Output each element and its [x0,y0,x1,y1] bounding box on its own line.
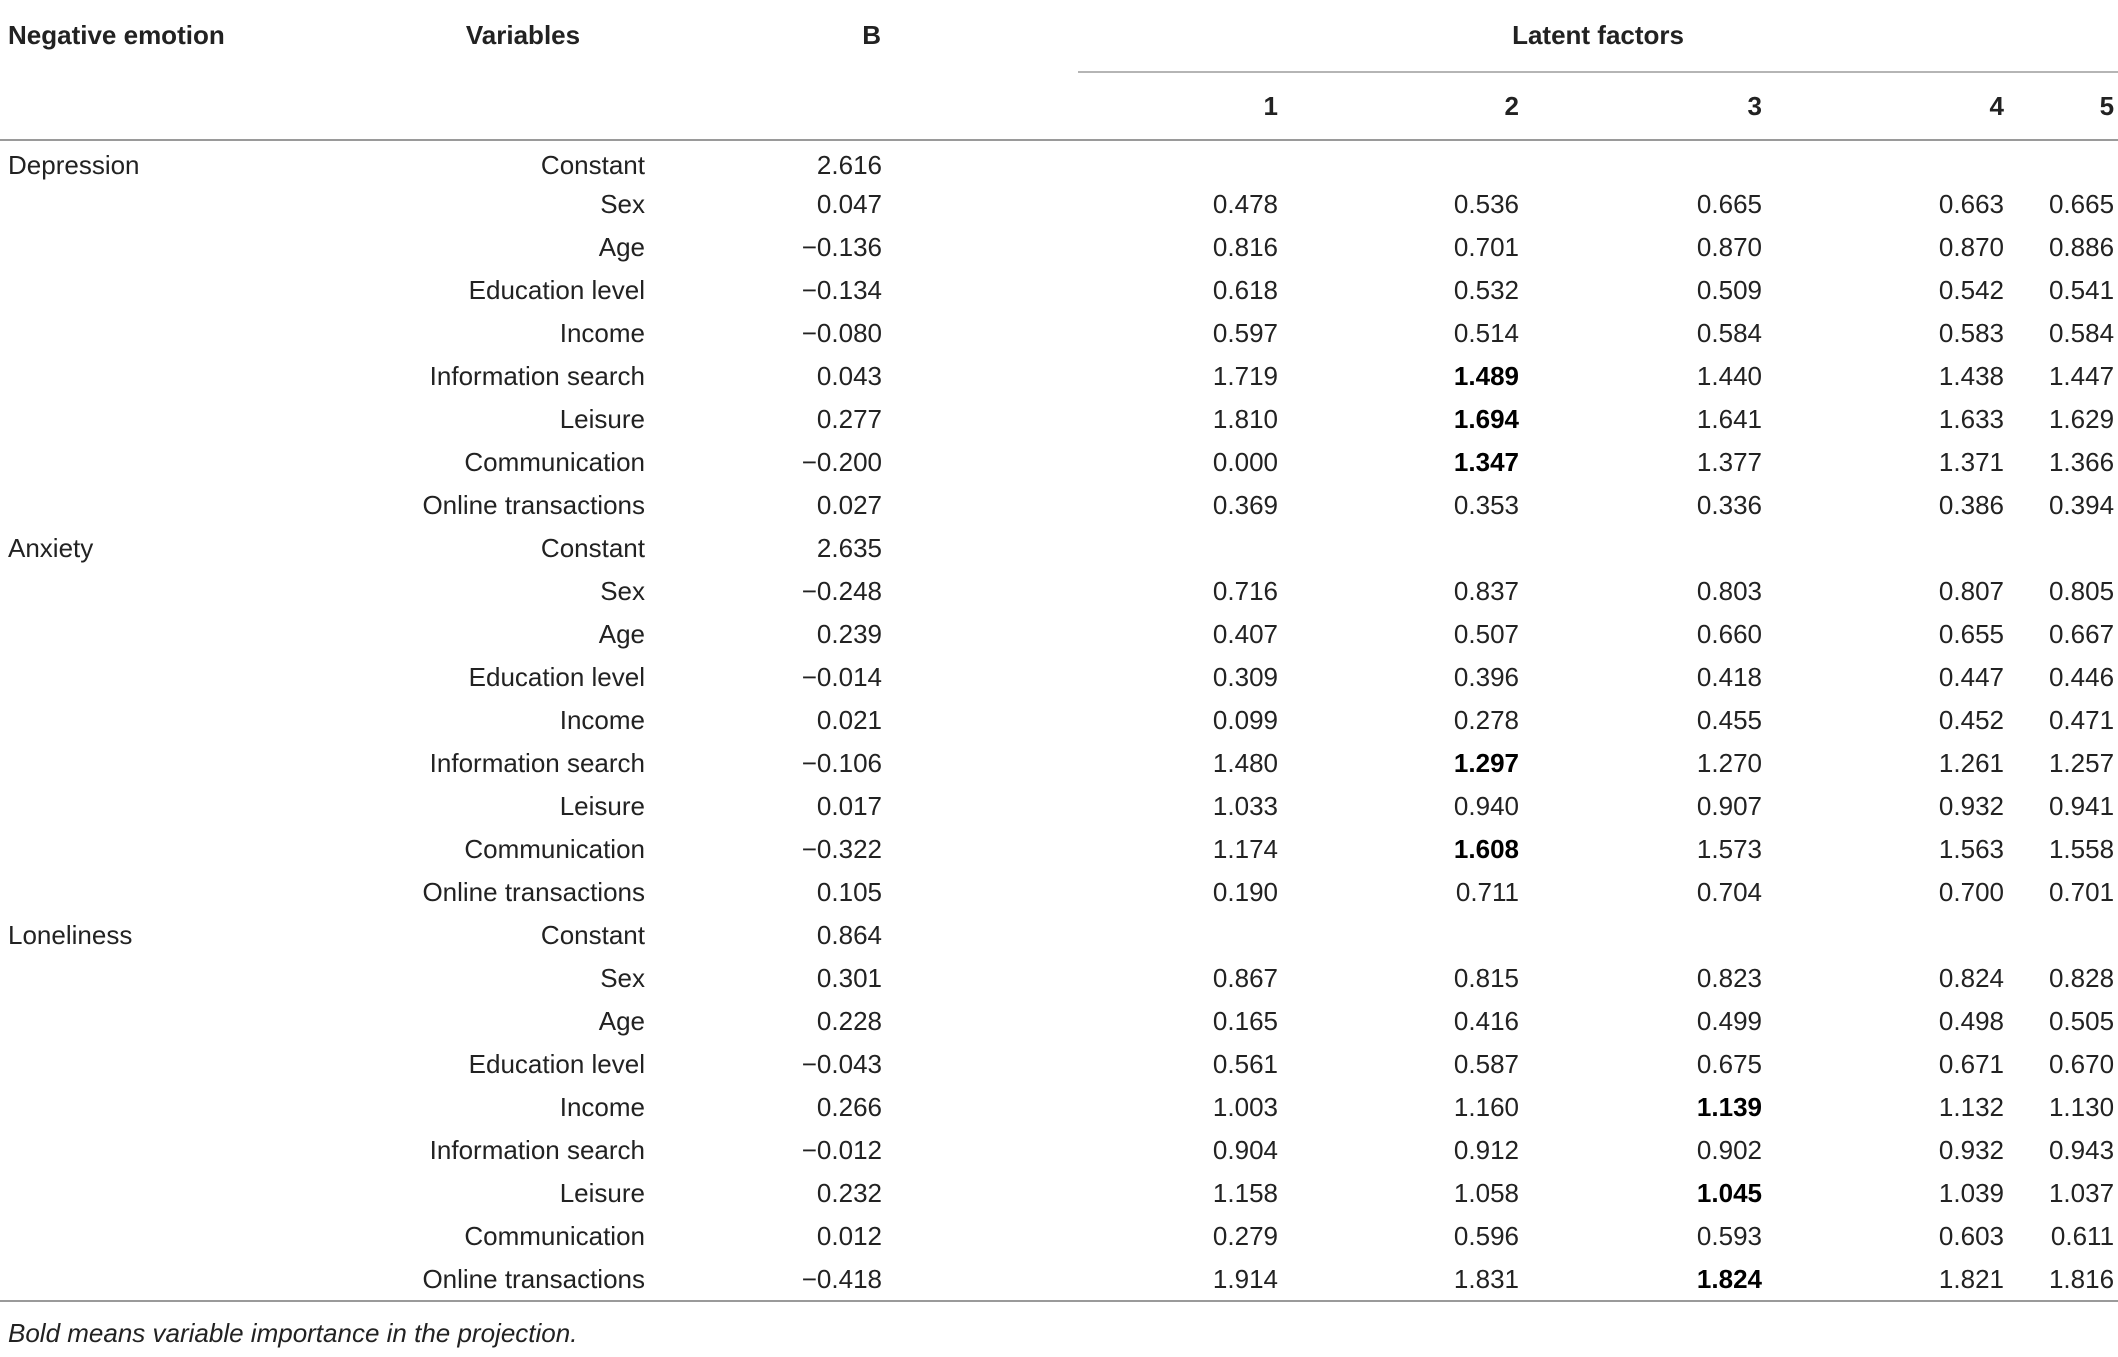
factor-3-cell: 0.902 [1696,1135,1762,1165]
factor-2-cell: 0.587 [1453,1049,1519,1079]
factor-4-cell: 1.438 [1938,361,2004,391]
factor-3-cell: 0.823 [1696,963,1762,993]
factor-2-cell: 1.694 [1453,404,1519,434]
b-value-cell: 0.277 [816,404,882,434]
factor-1-cell: 0.561 [1212,1049,1278,1079]
table-row [0,140,2118,183]
factor-5-cell: 0.505 [2048,1006,2115,1036]
b-value-cell: −0.248 [801,576,882,606]
factor-5-cell: 1.257 [2048,748,2115,778]
factor-2-cell: 1.608 [1453,834,1519,864]
factor-2-cell: 0.353 [1453,490,1519,520]
emotion-label: Loneliness [8,920,133,950]
header-factor-2: 2 [1282,72,1523,140]
factor-1-cell: 1.810 [1212,404,1278,434]
factor-3-cell: 0.870 [1696,232,1762,262]
factor-3-cell [1523,914,1766,957]
b-value-cell: 0.239 [816,619,882,649]
factor-3-cell: 0.660 [1696,619,1762,649]
variable-cell: Sex [600,189,645,219]
factor-4-cell: 1.039 [1938,1178,2004,1208]
b-value-cell: −0.014 [801,662,882,692]
empty-cell [0,312,330,355]
factor-4-cell: 0.603 [1938,1221,2004,1251]
empty-cell [0,1129,330,1172]
factor-2-cell: 1.160 [1453,1092,1519,1122]
factor-5-cell: 0.611 [2050,1221,2115,1251]
table-body [0,140,2118,1301]
b-value-cell: −0.418 [716,1258,1078,1301]
empty-cell [0,957,330,1000]
factor-4-cell: 0.452 [1938,705,2004,735]
factor-2-cell: 0.912 [1453,1135,1519,1165]
factor-3-cell: 0.907 [1696,791,1762,821]
empty-cell [0,1000,330,1043]
b-value-cell: 0.027 [816,490,882,520]
table-row [0,183,2118,226]
empty-cell [0,441,330,484]
factor-1-cell: 0.165 [1212,1006,1278,1036]
factor-5-cell: 0.805 [2048,576,2115,606]
factor-4-cell: 0.807 [1938,576,2004,606]
factor-5-cell: 0.943 [2048,1135,2115,1165]
factor-3-cell: 1.139 [1696,1092,1762,1122]
factor-4-cell: 0.663 [1938,189,2004,219]
factor-1-cell: 1.033 [1212,791,1278,821]
empty-cell [0,699,330,742]
b-value-cell: 0.266 [816,1092,882,1122]
b-value-cell: −0.136 [801,232,882,262]
emotion-label: Depression [8,149,140,180]
table-footnote: Bold means variable importance in the projection. [8,1318,578,1348]
factor-5-cell: 0.665 [2048,189,2115,219]
header-factor-1: 1 [1078,72,1282,140]
b-value-cell: 2.635 [816,533,882,563]
factor-3-cell [1523,527,1766,570]
factor-1-cell: 0.099 [1212,705,1278,735]
empty-cell [0,226,330,269]
table-row [0,871,2118,914]
variable-cell: Communication [464,447,645,477]
factor-5-cell: 1.558 [2048,834,2115,864]
factor-1-cell: 0.279 [1212,1221,1278,1251]
factor-3-cell [1523,140,1766,183]
table-row [0,1172,2118,1215]
factor-4-cell: 0.671 [1938,1049,2004,1079]
variable-cell: Communication [464,834,645,864]
empty-cell [0,613,330,656]
factor-5-cell: 0.394 [2048,490,2115,520]
factor-4-cell [1766,140,2008,183]
table-row [0,742,2118,785]
empty-cell [0,742,330,785]
empty-cell [0,1215,330,1258]
b-value-cell: −0.134 [801,275,882,305]
empty-cell [0,1258,330,1301]
factor-1-cell: 0.000 [1212,447,1278,477]
factor-1-cell [1078,914,1282,957]
b-value-cell: 0.228 [816,1006,882,1036]
variable-cell: Education level [468,275,645,305]
factor-4-cell: 0.447 [1938,662,2004,692]
b-value-cell: −0.012 [801,1135,882,1165]
header-row-2 [0,72,2118,140]
factor-2-cell: 1.058 [1453,1178,1519,1208]
table-row [0,828,2118,871]
variable-cell: Leisure [559,1178,645,1208]
factor-5-cell: 0.828 [2048,963,2115,993]
factor-5-cell: 0.446 [2048,662,2115,692]
factor-5-cell: 1.447 [2048,361,2115,391]
factor-1-cell: 1.914 [1078,1258,1282,1301]
factor-2-cell: 0.396 [1453,662,1519,692]
factor-1-cell: 0.478 [1212,189,1278,219]
factor-2-cell: 0.701 [1453,232,1519,262]
factor-2-cell: 0.837 [1453,576,1519,606]
factor-2-cell [1282,140,1523,183]
b-value-cell: 0.012 [816,1221,882,1251]
factor-3-cell: 0.675 [1696,1049,1762,1079]
empty-cell [0,355,330,398]
factor-4-cell: 0.583 [1938,318,2004,348]
table-row [0,1000,2118,1043]
factor-2-cell: 0.507 [1453,619,1519,649]
factor-3-cell: 1.377 [1696,447,1762,477]
factor-1-cell: 0.407 [1212,619,1278,649]
variable-cell: Age [598,1006,645,1036]
table-row [0,1258,2118,1301]
table-row [0,355,2118,398]
header-b: B [862,20,881,50]
factor-3-cell: 0.336 [1696,490,1762,520]
factor-3-cell: 0.455 [1696,705,1762,735]
header-blank [716,72,1078,140]
b-value-cell: 0.301 [816,963,882,993]
variable-cell: Information search [429,1135,645,1165]
factor-5-cell: 0.584 [2048,318,2115,348]
b-value-cell: 0.017 [816,791,882,821]
factor-3-cell: 1.641 [1696,404,1762,434]
factor-4-cell: 1.371 [1938,447,2004,477]
empty-cell [0,1172,330,1215]
table-row [0,914,2118,957]
factor-2-cell: 0.278 [1453,705,1519,735]
factor-5-cell [2008,527,2118,570]
b-value-cell: 0.864 [816,920,882,950]
factor-2-cell: 0.940 [1453,791,1519,821]
header-factor-5: 5 [2008,72,2118,140]
factor-1-cell: 0.716 [1212,576,1278,606]
factor-4-cell [1766,914,2008,957]
factor-4-cell: 0.498 [1938,1006,2004,1036]
table-row [0,656,2118,699]
variable-cell: Online transactions [422,877,645,907]
factor-2-cell: 1.489 [1453,361,1519,391]
factor-2-cell: 0.514 [1453,318,1519,348]
factor-2-cell: 0.596 [1453,1221,1519,1251]
table-row [0,957,2118,1000]
factor-1-cell: 1.003 [1212,1092,1278,1122]
empty-cell [0,828,330,871]
empty-cell [0,570,330,613]
factor-1-cell: 0.190 [1212,877,1278,907]
header-blank [0,72,330,140]
variable-cell: Communication [464,1221,645,1251]
factor-1-cell: 0.597 [1212,318,1278,348]
header-latent-factors: Latent factors [1078,0,2118,72]
variable-cell: Information search [429,361,645,391]
b-value-cell: 0.105 [816,877,882,907]
variable-cell: Constant [540,149,645,180]
factor-3-cell: 0.509 [1696,275,1762,305]
empty-cell [0,269,330,312]
b-value-cell: −0.043 [801,1049,882,1079]
factor-5-cell: 1.629 [2048,404,2115,434]
factor-1-cell: 1.719 [1212,361,1278,391]
factor-4-cell: 1.563 [1938,834,2004,864]
factor-3-cell: 1.824 [1523,1258,1766,1301]
table-row [0,441,2118,484]
factor-2-cell [1282,527,1523,570]
b-value-cell: −0.080 [801,318,882,348]
table-row [0,398,2118,441]
empty-cell [0,484,330,527]
factor-4-cell: 0.700 [1938,877,2004,907]
factor-4-cell: 0.655 [1938,619,2004,649]
empty-cell [0,656,330,699]
variable-cell: Constant [540,920,645,950]
factor-3-cell: 1.573 [1696,834,1762,864]
factor-2-cell: 0.532 [1453,275,1519,305]
factor-5-cell: 1.366 [2048,447,2115,477]
factor-4-cell: 1.633 [1938,404,2004,434]
variable-cell: Education level [468,1049,645,1079]
table-row [0,1043,2118,1086]
factor-5-cell: 0.701 [2048,877,2115,907]
factor-5-cell [2008,140,2118,183]
variable-cell: Constant [540,533,645,563]
variable-cell: Online transactions [330,1258,716,1301]
factor-3-cell: 0.584 [1696,318,1762,348]
table-row [0,484,2118,527]
empty-cell [0,398,330,441]
factor-1-cell [1078,140,1282,183]
b-value-cell: −0.200 [801,447,882,477]
factor-5-cell: 0.541 [2048,275,2115,305]
factor-5-cell: 1.816 [2008,1258,2118,1301]
variable-cell: Income [559,705,645,735]
empty-cell [0,183,330,226]
factor-3-cell: 0.418 [1696,662,1762,692]
factor-2-cell: 1.831 [1282,1258,1523,1301]
variable-cell: Online transactions [422,490,645,520]
empty-cell [0,785,330,828]
factor-5-cell [2008,914,2118,957]
factor-4-cell: 1.261 [1938,748,2004,778]
factor-1-cell: 0.816 [1212,232,1278,262]
empty-cell [0,1086,330,1129]
table-row [0,1215,2118,1258]
table-row [0,1129,2118,1172]
factor-2-cell: 0.536 [1453,189,1519,219]
factor-4-cell: 0.824 [1938,963,2004,993]
table-row [0,570,2118,613]
factor-4-cell [1766,527,2008,570]
factor-5-cell: 0.667 [2048,619,2115,649]
emotion-label: Anxiety [8,533,94,563]
variable-cell: Information search [429,748,645,778]
variable-cell: Sex [600,576,645,606]
factor-1-cell [1078,527,1282,570]
factor-2-cell: 1.297 [1453,748,1519,778]
header-variables: Variables [465,20,581,50]
factor-4-cell: 0.542 [1938,275,2004,305]
variable-cell: Leisure [559,404,645,434]
factor-1-cell: 0.904 [1212,1135,1278,1165]
b-value-cell: 2.616 [816,149,882,180]
factor-3-cell: 0.665 [1696,189,1762,219]
table-row [0,527,2118,570]
factor-4-cell: 0.386 [1938,490,2004,520]
factor-5-cell: 1.130 [2048,1092,2115,1122]
factor-1-cell: 0.867 [1212,963,1278,993]
header-blank [330,72,716,140]
factor-5-cell: 0.471 [2048,705,2115,735]
b-value-cell: 0.043 [816,361,882,391]
factor-3-cell: 1.045 [1696,1178,1762,1208]
table-row [0,613,2118,656]
factor-1-cell: 0.618 [1212,275,1278,305]
factor-3-cell: 0.704 [1696,877,1762,907]
factor-2-cell: 0.815 [1453,963,1519,993]
factor-4-cell: 0.870 [1938,232,2004,262]
factor-4-cell: 0.932 [1938,791,2004,821]
factor-3-cell: 0.803 [1696,576,1762,606]
variable-cell: Age [598,232,645,262]
factor-1-cell: 1.480 [1212,748,1278,778]
factor-2-cell: 1.347 [1453,447,1519,477]
variable-cell: Leisure [559,791,645,821]
factor-5-cell: 0.886 [2048,232,2115,262]
factor-5-cell: 0.670 [2048,1049,2115,1079]
header-row-1 [0,0,2118,72]
table-row [0,785,2118,828]
header-factor-3: 3 [1523,72,1766,140]
factor-4-cell: 1.132 [1938,1092,2004,1122]
factor-2-cell: 0.711 [1455,877,1519,907]
table-row [0,226,2118,269]
factor-4-cell: 0.932 [1938,1135,2004,1165]
factor-5-cell: 1.037 [2048,1178,2115,1208]
factor-5-cell: 0.941 [2048,791,2115,821]
factor-1-cell: 1.174 [1212,834,1278,864]
b-value-cell: 0.232 [816,1178,882,1208]
b-value-cell: −0.106 [801,748,882,778]
table-row [0,312,2118,355]
empty-cell [0,871,330,914]
b-value-cell: −0.322 [801,834,882,864]
header-negative-emotion: Negative emotion [8,20,225,50]
b-value-cell: 0.021 [816,705,882,735]
table-row [0,699,2118,742]
table-row [0,1086,2118,1129]
variable-cell: Age [598,619,645,649]
variable-cell: Education level [468,662,645,692]
factor-3-cell: 1.270 [1696,748,1762,778]
variable-cell: Sex [600,963,645,993]
empty-cell [0,1043,330,1086]
factor-3-cell: 0.499 [1696,1006,1762,1036]
factor-3-cell: 1.440 [1696,361,1762,391]
variable-cell: Income [559,318,645,348]
factor-2-cell [1282,914,1523,957]
table-header [0,0,2118,140]
b-value-cell: 0.047 [816,189,882,219]
factor-3-cell: 0.593 [1696,1221,1762,1251]
header-factor-4: 4 [1766,72,2008,140]
factor-1-cell: 1.158 [1212,1178,1278,1208]
factor-2-cell: 0.416 [1453,1006,1519,1036]
factor-1-cell: 0.369 [1212,490,1278,520]
factor-1-cell: 0.309 [1212,662,1278,692]
table-row [0,269,2118,312]
variable-cell: Income [559,1092,645,1122]
factor-4-cell: 1.821 [1766,1258,2008,1301]
